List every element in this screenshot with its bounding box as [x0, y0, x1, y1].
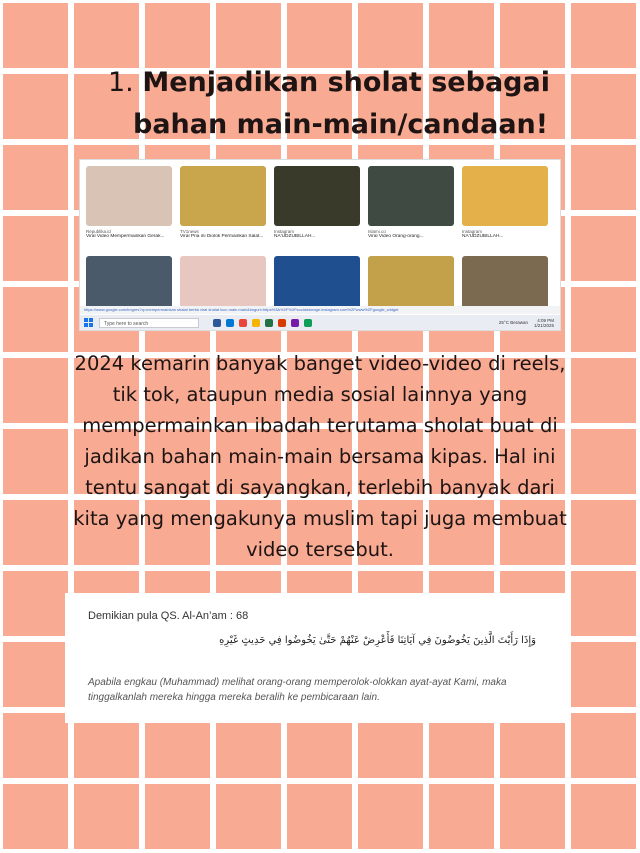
thumbnail — [274, 256, 360, 312]
result-source: Instagram — [462, 229, 483, 234]
image-result[interactable] — [86, 166, 172, 239]
heading-line-1: Menjadikan sholat sebagai — [142, 67, 550, 98]
clock[interactable] — [534, 318, 554, 328]
image-results-row-1 — [86, 166, 548, 239]
thumbnail — [368, 166, 454, 226]
status-url: https://www.google.com/imgres?q=mempermainkan shalat berita viral shalat lucu main main&imgurl=https%3A%2F%2Fsocialstorage.instagram.com%2Fwww%2Fgoogle_widget — [80, 306, 560, 314]
body-paragraph: 2024 kemarin banyak banget video-video di reels, tik tok, ataupun media sosial lainnya yang mempermainkan ibadah terutama sholat buat di jadikan bahan main-main bersama kipas. Hal ini tentu sangat di sayangkan, terlebih banyak dari kita yang mengakunya muslim tapi juga membuat video tersebut. — [73, 352, 567, 561]
thumbnail — [462, 166, 548, 226]
quote-translation: Apabila engkau (Muhammad) melihat orang-orang memperolok-olokkan ayat-ayat Kami, maka tinggalkanlah mereka hingga mereka beralih ke pembicaraan lain. — [88, 677, 507, 703]
result-source: Instagram — [274, 229, 295, 234]
image-result[interactable] — [462, 166, 548, 239]
image-result[interactable] — [368, 256, 454, 312]
image-result[interactable] — [274, 166, 360, 239]
image-result[interactable] — [180, 256, 266, 312]
image-result[interactable] — [462, 256, 548, 312]
thumbnail — [86, 166, 172, 226]
taskbar-search-input[interactable]: Type here to search — [99, 318, 199, 328]
thumbnail — [180, 256, 266, 312]
taskbar-apps — [213, 319, 312, 327]
app-icon[interactable] — [226, 319, 234, 327]
image-results-row-2 — [86, 256, 548, 312]
result-source: Islami.co — [368, 229, 386, 234]
heading-line-2: bahan main-main/candaan! — [133, 109, 549, 140]
system-tray — [499, 318, 560, 328]
result-source: TV1news — [180, 229, 199, 234]
quote-reference: Demikian pula QS. Al-An’am : 68 — [88, 610, 249, 622]
clock-date: 1/21/2025 — [533, 322, 554, 328]
clock-time: 4:09 PM — [537, 317, 554, 323]
app-icon[interactable] — [291, 319, 299, 327]
heading-number: 1. — [108, 67, 134, 98]
app-icon[interactable] — [304, 319, 312, 327]
page-heading — [108, 62, 578, 146]
app-icon[interactable] — [239, 319, 247, 327]
result-source: Republika.id — [86, 229, 111, 234]
quran-quote-card — [65, 593, 566, 723]
result-caption: Viral Pria ini Diolok Permainkan Salat... — [180, 234, 264, 239]
quote-arabic-text: وَإِذَا رَأَيْتَ الَّذِينَ يَخُوضُونَ فِي آيَاتِنَا فَأَعْرِضْ عَنْهُمْ حَتَّىٰ يَخُوضُوا فِي حَدِيثٍ غَيْرِهِ — [219, 635, 536, 646]
result-caption: NA'UDZUBILLAH... — [274, 234, 316, 239]
app-icon[interactable] — [213, 319, 221, 327]
result-caption: Viral Video Orang-orang... — [368, 234, 424, 239]
thumbnail — [274, 166, 360, 226]
app-icon[interactable] — [265, 319, 273, 327]
windows-taskbar — [80, 315, 560, 330]
image-result[interactable] — [180, 166, 266, 239]
embedded-screenshot — [80, 160, 560, 330]
thumbnail — [368, 256, 454, 312]
windows-start-icon[interactable] — [84, 318, 93, 327]
thumbnail — [180, 166, 266, 226]
thumbnail — [462, 256, 548, 312]
image-result[interactable] — [86, 256, 172, 312]
image-result[interactable] — [368, 166, 454, 239]
result-caption: Viral Video Mempermainkan Gerak... — [86, 234, 165, 239]
result-caption: NA'UDZUBILLAH... — [462, 234, 504, 239]
image-result[interactable] — [274, 256, 360, 312]
thumbnail — [86, 256, 172, 312]
app-icon[interactable] — [278, 319, 286, 327]
weather-status[interactable]: 25°C Berawan — [498, 320, 528, 325]
app-icon[interactable] — [252, 319, 260, 327]
